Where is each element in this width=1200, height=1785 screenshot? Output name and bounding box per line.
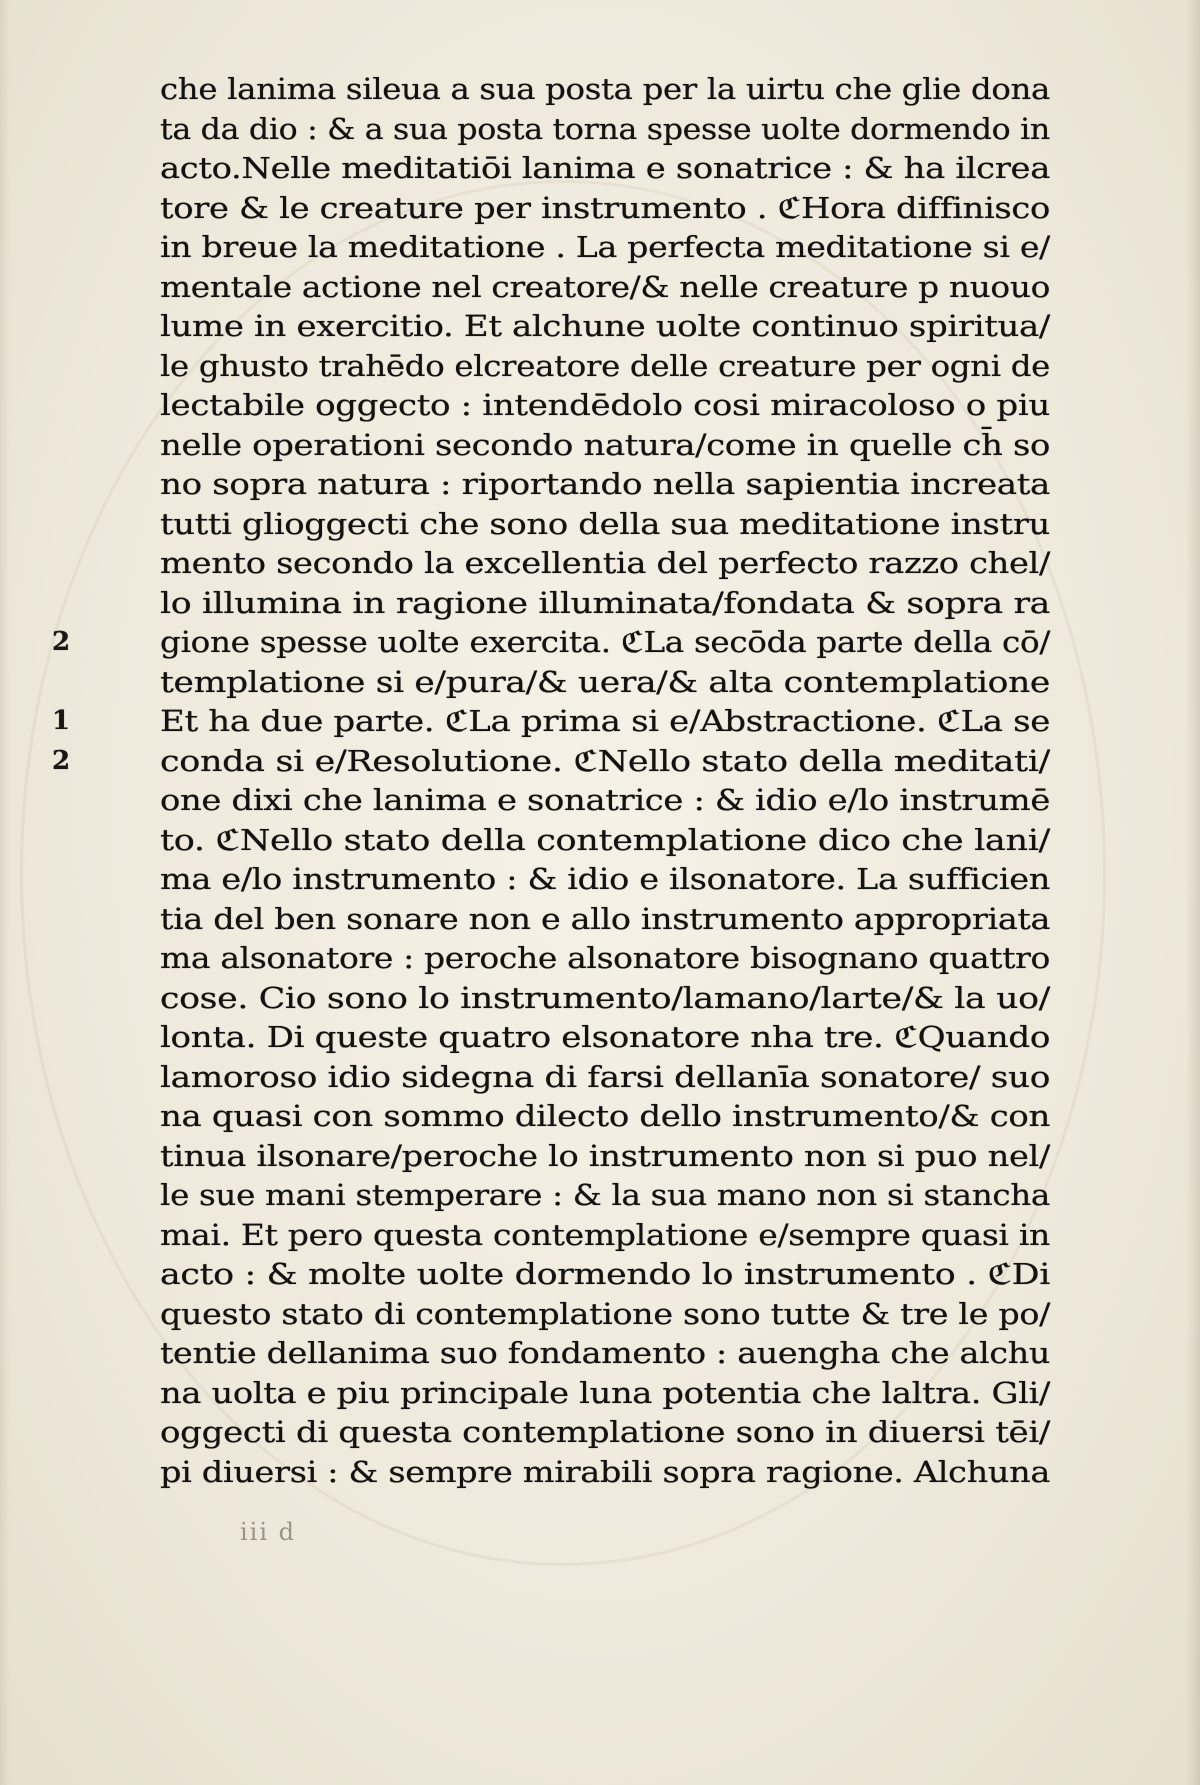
line-text: templatione si e/pura/& uera/& alta contemplatione xyxy=(160,664,1050,699)
line-text: acto.Nelle meditatiōi lanima e sonatrice : & ha ilcrea xyxy=(160,151,1050,185)
text-line xyxy=(160,544,1060,584)
text-line xyxy=(160,900,1060,940)
line-text: gione spesse uolte exercita. ℭLa secōda parte della cō/ xyxy=(160,625,1050,659)
text-line xyxy=(160,1295,1060,1335)
text-line xyxy=(160,110,1060,150)
text-line xyxy=(160,821,1060,861)
line-text: na uolta e piu principale luna potentia che laltra. Gli/ xyxy=(160,1375,1050,1410)
line-text: le ghusto trahēdo elcreatore delle creature per ogni de xyxy=(160,348,1050,383)
text-line xyxy=(160,1216,1060,1256)
text-line xyxy=(160,189,1060,229)
text-line xyxy=(52,623,1060,663)
line-text: ma e/lo instrumento : & idio e ilsonatore. La sufficien xyxy=(160,862,1050,896)
line-text: mai. Et pero questa contemplatione e/sempre quasi in xyxy=(160,1217,1050,1252)
line-text: cose. Cio sono lo instrumento/lamano/larte/& la uo/ xyxy=(160,980,1050,1015)
line-text: na quasi con sommo dilecto dello instrumento/& con xyxy=(160,1099,1050,1133)
line-text: tutti glioggecti che sono della sua meditatione instru xyxy=(160,506,1050,541)
text-line xyxy=(160,386,1060,426)
text-line xyxy=(160,1097,1060,1137)
line-text: oggecti di questa contemplatione sono in diuersi tēi/ xyxy=(160,1415,1050,1449)
text-line xyxy=(160,1137,1060,1177)
text-line xyxy=(160,1176,1060,1216)
text-line xyxy=(160,505,1060,545)
line-text: tentie dellanima suo fondamento : auengha che alchu xyxy=(160,1336,1050,1370)
text-line xyxy=(160,465,1060,505)
margin-number: 2 xyxy=(52,745,70,776)
text-line xyxy=(160,149,1060,189)
text-line xyxy=(52,742,1060,782)
text-line xyxy=(160,347,1060,387)
line-text: lume in exercitio. Et alchune uolte continuo spiritua/ xyxy=(160,309,1050,343)
text-line xyxy=(160,979,1060,1019)
line-text: lo illumina in ragione illuminata/fondata & sopra ra xyxy=(160,585,1050,620)
text-line xyxy=(160,584,1060,624)
text-line xyxy=(160,70,1060,110)
line-text: in breue la meditatione . La perfecta meditatione si e/ xyxy=(160,230,1050,264)
text-line xyxy=(160,1413,1060,1453)
text-line xyxy=(160,1255,1060,1295)
line-text: no sopra natura : riportando nella sapientia increata xyxy=(160,467,1050,501)
text-line xyxy=(160,228,1060,268)
line-text: mentale actione nel creatore/& nelle creature p nuouo xyxy=(160,269,1050,304)
text-line xyxy=(160,1453,1060,1493)
line-text: acto : & molte uolte dormendo lo instrumento . ℭDi xyxy=(160,1257,1050,1291)
page-edge-right xyxy=(1186,0,1200,1785)
text-line xyxy=(160,663,1060,703)
text-line xyxy=(160,1018,1060,1058)
line-text: le sue mani stemperare : & la sua mano non si stancha xyxy=(160,1178,1050,1212)
text-block xyxy=(52,70,1060,1492)
line-text: tia del ben sonare non e allo instrumento appropriata xyxy=(160,901,1050,936)
text-line xyxy=(160,939,1060,979)
text-line xyxy=(160,1334,1060,1374)
line-text: lamoroso idio sidegna di farsi dellanīa sonatore/ suo xyxy=(160,1059,1050,1094)
margin-number: 1 xyxy=(52,706,70,736)
signature-mark: iii d xyxy=(240,1518,297,1546)
line-text: nelle operationi secondo natura/come in quelle ch̄ so xyxy=(160,427,1050,462)
text-line xyxy=(160,307,1060,347)
text-line xyxy=(160,1374,1060,1414)
line-text: to. ℭNello stato della contemplatione dico che lani/ xyxy=(160,822,1050,857)
line-text: tore & le creature per instrumento . ℭHora diffinisco xyxy=(160,190,1050,225)
text-line xyxy=(160,781,1060,821)
line-text: conda si e/Resolutione. ℭNello stato della meditati/ xyxy=(160,743,1050,778)
line-text: questo stato di contemplatione sono tutte & tre le po/ xyxy=(160,1296,1050,1331)
text-line xyxy=(160,1058,1060,1098)
line-text: pi diuersi : & sempre mirabili sopra ragione. Alchuna xyxy=(160,1454,1050,1489)
margin-number: 2 xyxy=(52,627,70,657)
line-text: ta da dio : & a sua posta torna spesse uolte dormendo in xyxy=(160,111,1050,146)
line-text: mento secondo la excellentia del perfecto razzo chel/ xyxy=(160,546,1050,580)
text-line xyxy=(160,268,1060,308)
line-text: lonta. Di queste quatro elsonatore nha tre. ℭQuando xyxy=(160,1020,1050,1054)
line-text: tinua ilsonare/peroche lo instrumento non si puo nel/ xyxy=(160,1138,1050,1173)
text-line xyxy=(160,426,1060,466)
line-text: lectabile oggecto : intendēdolo cosi miracoloso o piu xyxy=(160,388,1050,422)
text-line xyxy=(52,702,1060,742)
line-text: Et ha due parte. ℭLa prima si e/Abstractione. ℭLa se xyxy=(160,704,1050,738)
line-text: ma alsonatore : peroche alsonatore bisognano quattro xyxy=(160,941,1050,975)
line-text: one dixi che lanima e sonatrice : & idio e/lo instrumē xyxy=(160,783,1050,817)
text-line xyxy=(160,860,1060,900)
page-edge-left xyxy=(0,0,10,1785)
line-text: che lanima sileua a sua posta per la uirtu che glie dona xyxy=(160,72,1050,106)
